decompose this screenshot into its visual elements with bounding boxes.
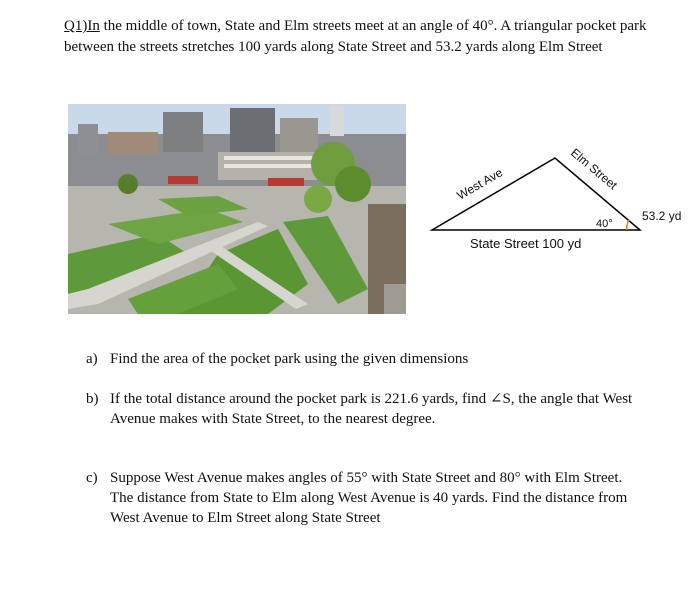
part-label: b) [86, 391, 99, 407]
elm-length-label: 53.2 yd [642, 209, 682, 223]
state-street-label: State Street 100 yd [470, 236, 582, 251]
part-label: c) [86, 470, 98, 486]
angle-label: 40° [596, 218, 613, 230]
question-intro-text: the middle of town, State and Elm streets meet at an angle of 40°. A triangular pocket park between the streets stretches 100 yards along State Street and 53.2 yards along Elm Street [64, 18, 647, 55]
question-intro [64, 16, 664, 58]
angle-arc [627, 220, 629, 230]
question-number: Q1)In [64, 18, 100, 34]
triangle-diagram [420, 140, 700, 270]
part-text: Suppose West Avenue makes angles of 55° with State Street and 80° with Elm Street. The distance from State to Elm along West Avenue is 40 yards. Find the distance from West Avenue to Elm Street along State Street [110, 470, 628, 526]
elm-street-label: Elm Street [568, 145, 620, 193]
part-text: Find the area of the pocket park using the given dimensions [110, 351, 469, 367]
part-b [86, 389, 646, 429]
park-photo [68, 104, 406, 314]
part-label: a) [86, 351, 98, 367]
west-ave-label: West Ave [454, 165, 506, 203]
part-text: If the total distance around the pocket park is 221.6 yards, find ∠S, the angle that West Avenue makes with State Street, to the nearest degree. [110, 391, 633, 427]
part-a [86, 349, 646, 369]
part-c [86, 468, 646, 528]
